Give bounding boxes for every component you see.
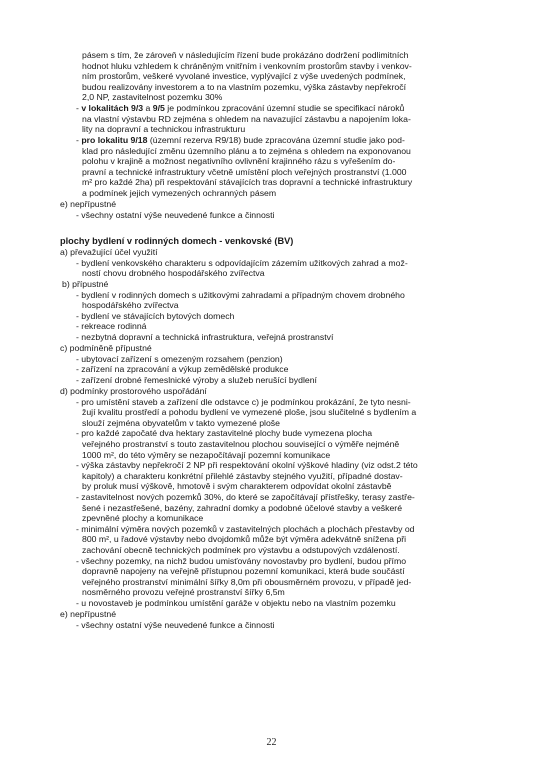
text-line: polohu v krajině a možnost negativního ovlivnění krajinného rázu s vyřešením do- bbox=[82, 156, 396, 167]
text-rest: je podmínkou zpracování územní studie se specifikací nároků bbox=[164, 103, 405, 113]
list-item-cont: veřejného prostranství minimální šířky 8,0m při obousměrném provozu, v případě jed- bbox=[82, 576, 412, 587]
list-item-cont: hospodářského zvířectva bbox=[82, 300, 179, 311]
conjunction: a bbox=[143, 103, 153, 113]
text-line: budou realizovány investorem a to na vlastním pozemku, výška zástavby nepřekročí bbox=[82, 81, 407, 92]
bv-heading-block bbox=[60, 236, 543, 247]
list-item: - pro umístění staveb a zařízení dle odstavce c) je podmínkou prokázání, že tyto nesni- bbox=[76, 396, 411, 407]
text-line: a podmínek jejich vymezených ochranných pásem bbox=[82, 187, 277, 198]
list-item-cont: nosměrného provozu veřejné prostranství šířky 6,5m bbox=[82, 587, 285, 598]
list-item: - všechny pozemky, na nichž budou umisťovány novostavby pro bydlení, budou přímo bbox=[76, 555, 407, 566]
dash: - bbox=[76, 135, 82, 145]
section-label: e) nepřípustné bbox=[60, 199, 117, 209]
list-item-cont: veřejného prostranství s touto zastavitelnou plochou související o výměře nejméně bbox=[82, 438, 400, 449]
list-item-cont: 1000 m², do této výměry se nezapočítávají pozemní komunikace bbox=[82, 449, 331, 460]
list-item-cont: slouží zejména obyvatelům v takto vymezené ploše bbox=[82, 417, 280, 428]
lokality-93-95-item bbox=[0, 103, 543, 135]
text-line bbox=[0, 135, 543, 146]
list-item-cont: šené i nezastřešené, bazény, zahradní domky a podobné účelové stavby a veškeré bbox=[82, 502, 403, 513]
text-line: pravní a technické infrastruktury včetně umístění ploch veřejných prostranství (1.000 bbox=[82, 166, 407, 177]
section-label: a) převažující účel využití bbox=[60, 247, 158, 257]
page-number: 22 bbox=[266, 737, 277, 748]
section-label: d) podmínky prostorového uspořádání bbox=[60, 386, 207, 396]
section-label: e) nepřípustné bbox=[60, 609, 117, 619]
section-label: b) přípustné bbox=[62, 279, 109, 289]
section-heading: plochy bydlení v rodinných domech - venkovské (BV) bbox=[60, 236, 294, 246]
text-rest: (územní rezerva R9/18) bude zpracována územní studie jako pod- bbox=[147, 135, 405, 145]
list-item: - u novostaveb je podmínkou umístění garáže v objektu nebo na vlastním pozemku bbox=[76, 597, 396, 608]
list-item-cont: by proluk musí výškově, hmotově i svým charakterem odpovídat okolní zástavbě bbox=[82, 481, 392, 492]
list-item: - bydlení venkovského charakteru s odpovídajícím zázemím užitkových zahrad a mož- bbox=[76, 257, 408, 268]
list-item-cont: kapitoly) a charakteru konkrétní přilehlé zástavby stejného využití, případné dostav- bbox=[82, 470, 403, 481]
list-item: - bydlení ve stávajících bytových domech bbox=[76, 310, 235, 321]
text-line: hodnot hluku vzhledem k chráněným vnitřním i venkovním prostorům stavby i venkov- bbox=[82, 60, 412, 71]
list-item: - ubytovací zařízení s omezeným rozsahem (penzion) bbox=[76, 353, 283, 364]
bv-section-a bbox=[0, 247, 543, 279]
bv-section-d bbox=[0, 386, 543, 608]
bv-section-e bbox=[0, 609, 543, 630]
section-e-first bbox=[0, 199, 543, 220]
list-item: - nezbytná dopravní a technická infrastruktura, veřejná prostranství bbox=[76, 331, 334, 342]
text-line: 2,0 NP, zastavitelnost pozemku 30% bbox=[82, 92, 223, 103]
text-line: na vlastní výstavbu RD zejména s ohledem na navazující zástavbu a napojením loka- bbox=[82, 113, 411, 124]
list-item: - všechny ostatní výše neuvedené funkce a činnosti bbox=[76, 619, 275, 630]
list-item: - výška zástavby nepřekročí 2 NP při respektování okolní výškové hladiny (viz odst.2 této bbox=[76, 460, 418, 471]
list-item: - minimální výměra nových pozemků v zastavitelných plochách a plochách přestavby od bbox=[76, 523, 415, 534]
text-line: ním prostorům, veškeré vyvolané investice, vyplývající z výše uvedených podmínek, bbox=[82, 71, 406, 82]
bv-section-c bbox=[0, 343, 543, 385]
list-item-cont: ností chovu drobného hospodářského zvířectva bbox=[82, 268, 265, 279]
list-item-cont: zpevněné plochy a komunikace bbox=[82, 513, 204, 524]
lokalita-label: pro lokalitu 9/18 bbox=[81, 135, 148, 145]
lokality-label-2: 9/5 bbox=[152, 103, 165, 113]
continuation-paragraph bbox=[82, 50, 543, 103]
dash: - bbox=[76, 103, 82, 113]
section-label: c) podmíněně přípustné bbox=[60, 343, 152, 353]
list-item-cont: žují kvalitu prostředí a pohodu bydlení ve vymezené ploše, jsou slučitelné s bydlením a bbox=[82, 407, 417, 418]
list-item-cont: zachování obecně technických podmínek pro výstavbu a odstupových vzdáleností. bbox=[82, 544, 400, 555]
list-item: - bydlení v rodinných domech s užitkovými zahradami a případným chovem drobného bbox=[76, 289, 405, 300]
list-item-cont: dopravně napojeny na veřejně přístupnou pozemní komunikaci, která bude součástí bbox=[82, 566, 405, 577]
lokality-label: v lokalitách 9/3 bbox=[81, 103, 144, 113]
bv-section-b bbox=[0, 279, 543, 343]
list-item-cont: 800 m², u řadové výstavby nebo dvojdomků může být výměra adekvátně snížena při bbox=[82, 534, 407, 545]
text-line: klad pro následující změnu územního plánu a to zejména s ohledem na exponovanou bbox=[82, 145, 411, 156]
list-item: - zastavitelnost nových pozemků 30%, do které se započítávají přístřešky, terasy zastře- bbox=[76, 491, 415, 502]
list-item: - všechny ostatní výše neuvedené funkce a činnosti bbox=[76, 209, 275, 220]
list-item: - rekreace rodinná bbox=[76, 321, 147, 332]
text-line: pásem s tím, že zároveň v následujícím řízení bude prokázáno dodržení podlimitních bbox=[82, 50, 409, 60]
text-line: m² pro každé 2ha) při respektování stávajících tras dopravní a technické infrastruktury bbox=[82, 177, 413, 188]
list-item: - zařízení na zpracování a výkup zemědělské produkce bbox=[76, 364, 289, 375]
text-line: lity na dopravní a technickou infrastrukturu bbox=[82, 124, 246, 135]
lokalita-918-item bbox=[0, 135, 543, 199]
list-item: - zařízení drobné řemeslnické výroby a služeb nerušící bydlení bbox=[76, 374, 317, 385]
list-item: - pro každé započaté dva hektary zastavitelné plochy bude vymezena plocha bbox=[76, 428, 373, 439]
text-line bbox=[0, 103, 543, 114]
